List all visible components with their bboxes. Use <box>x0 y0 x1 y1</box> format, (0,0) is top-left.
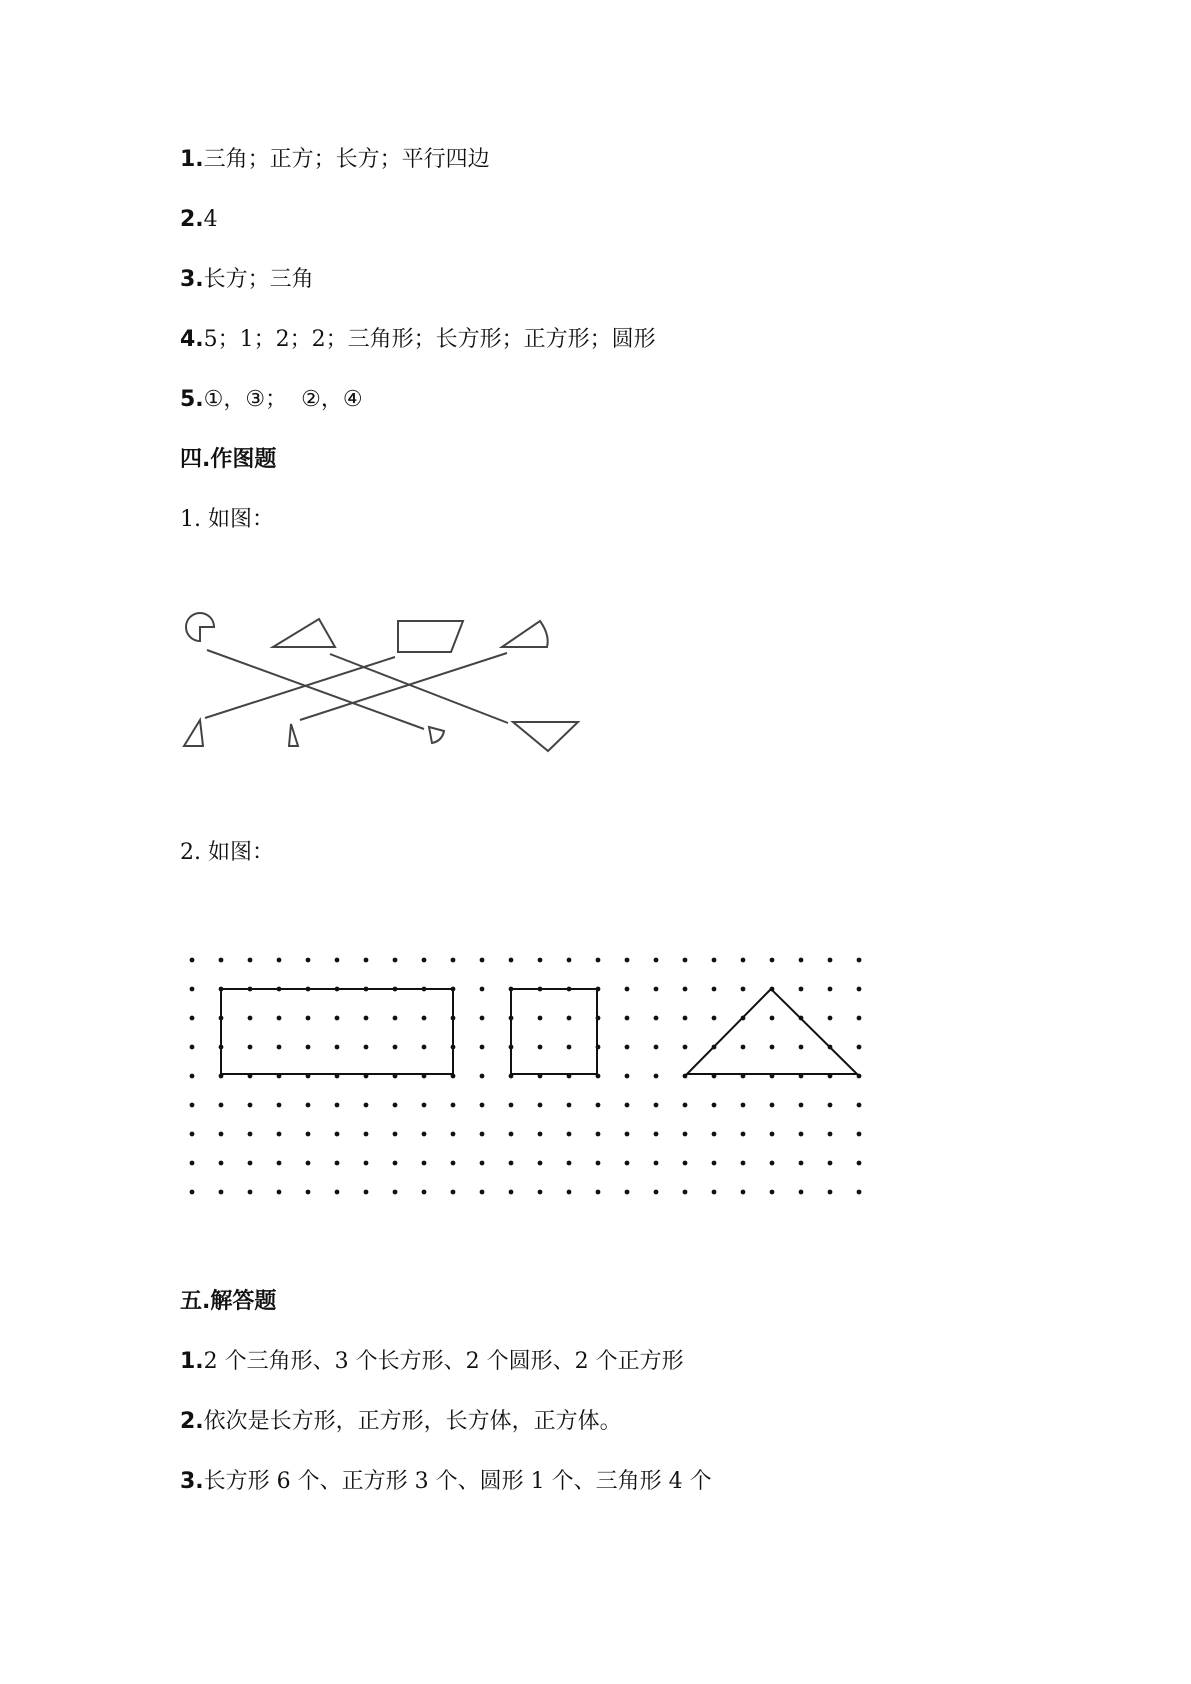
drawn-square <box>511 989 597 1074</box>
grid-dot <box>422 1132 427 1137</box>
grid-dot <box>712 1045 717 1050</box>
grid-dot <box>509 958 514 963</box>
grid-dot <box>741 1132 746 1137</box>
answer-text: 2 个三角形、3 个长方形、2 个圆形、2 个正方形 <box>203 1349 684 1374</box>
grid-dot <box>857 958 862 963</box>
grid-dot <box>335 1190 340 1195</box>
grid-dot <box>190 1045 195 1050</box>
answer-line-4 <box>180 325 656 355</box>
grid-dot <box>364 1103 369 1108</box>
grid-dot <box>596 958 601 963</box>
grid-dot <box>219 1132 224 1137</box>
grid-dot <box>306 1132 311 1137</box>
large-triangle <box>513 722 578 751</box>
answer-line-2 <box>180 205 218 235</box>
answer-text: 依次是长方形，正方形，长方体，正方体。 <box>203 1409 622 1434</box>
grid-dot <box>683 1045 688 1050</box>
grid-dot <box>625 1132 630 1137</box>
grid-dot <box>770 1161 775 1166</box>
grid-dot <box>393 1045 398 1050</box>
grid-dot <box>306 1103 311 1108</box>
grid-dot <box>509 987 514 992</box>
drawn-triangle <box>687 989 857 1074</box>
grid-dot <box>451 1190 456 1195</box>
grid-dot <box>364 1132 369 1137</box>
grid-dot <box>190 1132 195 1137</box>
drawing-question-1: 1. 如图： <box>180 507 274 532</box>
grid-dot <box>480 1132 485 1137</box>
grid-dot <box>770 1132 775 1137</box>
grid-dot <box>625 1016 630 1021</box>
section-heading-answers: 五.解答题 <box>180 1289 277 1314</box>
grid-dot <box>277 1190 282 1195</box>
grid-dot <box>683 958 688 963</box>
grid-dot <box>683 1016 688 1021</box>
grid-dot <box>857 1190 862 1195</box>
grid-dot <box>451 958 456 963</box>
grid-dot <box>480 1074 485 1079</box>
grid-dot <box>799 987 804 992</box>
grid-dot <box>712 1190 717 1195</box>
grid-dot <box>770 1074 775 1079</box>
grid-dot <box>277 1074 282 1079</box>
grid-dot <box>335 1161 340 1166</box>
grid-dot <box>567 1190 572 1195</box>
grid-dot <box>712 1103 717 1108</box>
grid-dot <box>567 1103 572 1108</box>
grid-dot <box>596 1045 601 1050</box>
answer-text: 长方形 6 个、正方形 3 个、圆形 1 个、三角形 4 个 <box>203 1469 712 1494</box>
grid-dot <box>654 1132 659 1137</box>
grid-dot <box>654 1103 659 1108</box>
grid-dot <box>219 1103 224 1108</box>
grid-dot <box>422 1103 427 1108</box>
grid-dot <box>683 1074 688 1079</box>
match-line <box>300 653 507 720</box>
answer-number: 1. <box>180 147 204 172</box>
grid-dot <box>770 1045 775 1050</box>
grid-dot <box>335 958 340 963</box>
grid-dot <box>741 1103 746 1108</box>
grid-dot <box>741 987 746 992</box>
small-quarter-shape <box>429 727 444 743</box>
grid-dot <box>451 1132 456 1137</box>
grid-dot <box>248 1132 253 1137</box>
grid-dot <box>277 1016 282 1021</box>
grid-dot <box>248 1190 253 1195</box>
grid-dot <box>770 987 775 992</box>
grid-dot <box>683 1103 688 1108</box>
match-line <box>330 654 508 723</box>
answer-text: ①，③； ②，④ <box>203 387 363 412</box>
grid-dot <box>857 1103 862 1108</box>
grid-dot <box>393 1074 398 1079</box>
grid-dot <box>480 1045 485 1050</box>
grid-dot <box>248 1074 253 1079</box>
grid-dot <box>277 1161 282 1166</box>
grid-dot <box>828 1103 833 1108</box>
grid-dot <box>857 1132 862 1137</box>
grid-dot <box>683 987 688 992</box>
grid-dot <box>654 1161 659 1166</box>
grid-dot <box>422 1045 427 1050</box>
grid-dot <box>422 987 427 992</box>
grid-dot <box>741 1045 746 1050</box>
grid-dot <box>712 1132 717 1137</box>
grid-dot <box>393 958 398 963</box>
answer-text: 4 <box>203 207 218 232</box>
grid-dot <box>335 1045 340 1050</box>
grid-dot <box>451 1016 456 1021</box>
grid-dot <box>306 1016 311 1021</box>
grid-dot <box>828 1045 833 1050</box>
grid-dot <box>480 1103 485 1108</box>
answer-text: 5；1；2；2；三角形；长方形；正方形；圆形 <box>203 327 656 352</box>
wedge-shape <box>502 621 548 647</box>
grid-dot <box>190 987 195 992</box>
grid-dot <box>509 1190 514 1195</box>
grid-dot <box>335 1132 340 1137</box>
grid-dot <box>509 1161 514 1166</box>
grid-dot <box>712 1016 717 1021</box>
grid-dot <box>219 1074 224 1079</box>
grid-dot <box>741 1161 746 1166</box>
grid-dot <box>538 1161 543 1166</box>
grid-dot <box>451 1103 456 1108</box>
grid-dot <box>480 1016 485 1021</box>
solution-line-3 <box>180 1467 712 1497</box>
section-heading-drawing: 四.作图题 <box>180 447 277 472</box>
grid-dot <box>480 958 485 963</box>
grid-dot <box>248 1016 253 1021</box>
grid-dot <box>741 958 746 963</box>
answer-number: 3. <box>180 267 204 292</box>
grid-dot <box>857 1016 862 1021</box>
grid-dot <box>654 1045 659 1050</box>
grid-dot <box>393 987 398 992</box>
grid-dot <box>219 1016 224 1021</box>
grid-dot <box>770 958 775 963</box>
grid-dot <box>538 987 543 992</box>
bottom-left-triangle <box>184 720 203 746</box>
grid-dot <box>799 1045 804 1050</box>
grid-dot <box>741 1074 746 1079</box>
grid-dot <box>625 1161 630 1166</box>
grid-dot <box>625 987 630 992</box>
grid-dot <box>857 1045 862 1050</box>
grid-dot <box>393 1161 398 1166</box>
grid-dot <box>799 1103 804 1108</box>
grid-dot <box>770 1190 775 1195</box>
grid-dot <box>364 1161 369 1166</box>
grid-dot <box>480 987 485 992</box>
grid-dot <box>828 987 833 992</box>
grid-dot <box>596 1190 601 1195</box>
answer-number: 3. <box>180 1469 204 1494</box>
grid-dot <box>335 1074 340 1079</box>
grid-dot <box>451 1161 456 1166</box>
grid-dot <box>799 1132 804 1137</box>
grid-dot <box>393 1132 398 1137</box>
grid-dot <box>654 1190 659 1195</box>
grid-dot <box>451 1074 456 1079</box>
grid-dot <box>654 1016 659 1021</box>
answer-number: 2. <box>180 207 204 232</box>
answer-number: 1. <box>180 1349 204 1374</box>
grid-dot <box>277 987 282 992</box>
grid-dot <box>364 987 369 992</box>
grid-dot <box>799 1190 804 1195</box>
grid-dot <box>306 1045 311 1050</box>
drawn-rectangle <box>221 989 453 1074</box>
grid-dot <box>509 1074 514 1079</box>
answer-number: 2. <box>180 1409 204 1434</box>
grid-dot <box>538 1103 543 1108</box>
grid-dot <box>509 1103 514 1108</box>
grid-dot <box>190 1016 195 1021</box>
grid-dot <box>567 1161 572 1166</box>
grid-dot <box>596 1103 601 1108</box>
trapezoid <box>398 621 463 652</box>
grid-dot <box>219 1161 224 1166</box>
grid-dot <box>828 1074 833 1079</box>
grid-dot <box>538 1132 543 1137</box>
grid-dot <box>219 987 224 992</box>
grid-dot <box>683 1161 688 1166</box>
answer-number: 4. <box>180 327 204 352</box>
grid-dot <box>422 1016 427 1021</box>
grid-dot <box>799 1074 804 1079</box>
grid-dot <box>451 1045 456 1050</box>
grid-dot <box>306 1074 311 1079</box>
grid-dot <box>799 1016 804 1021</box>
grid-dot <box>393 1190 398 1195</box>
grid-dot <box>509 1045 514 1050</box>
grid-dot <box>422 958 427 963</box>
grid-dot <box>625 1190 630 1195</box>
grid-dot <box>857 987 862 992</box>
grid-dot <box>712 987 717 992</box>
grid-dot <box>364 1045 369 1050</box>
grid-dot <box>596 1074 601 1079</box>
grid-dot <box>538 1045 543 1050</box>
grid-dot <box>567 1016 572 1021</box>
grid-dot <box>712 1074 717 1079</box>
answer-text: 三角；正方；长方；平行四边 <box>203 147 490 172</box>
grid-dot <box>248 987 253 992</box>
grid-dot <box>828 958 833 963</box>
grid-dot <box>190 1074 195 1079</box>
grid-dot <box>828 1161 833 1166</box>
grid-dot <box>335 987 340 992</box>
grid-dot <box>364 1016 369 1021</box>
grid-dot <box>248 958 253 963</box>
match-line <box>207 650 424 729</box>
grid-dot <box>538 958 543 963</box>
grid-dot <box>306 987 311 992</box>
grid-dot <box>364 1074 369 1079</box>
grid-dot <box>538 1190 543 1195</box>
grid-dot <box>596 1132 601 1137</box>
grid-dot <box>799 958 804 963</box>
grid-dot <box>306 1161 311 1166</box>
grid-dot <box>654 987 659 992</box>
grid-dot <box>248 1103 253 1108</box>
grid-dot <box>190 1161 195 1166</box>
grid-dot <box>393 1016 398 1021</box>
grid-dot <box>190 1103 195 1108</box>
grid-dot <box>509 1016 514 1021</box>
grid-dot <box>712 1161 717 1166</box>
grid-dot <box>712 958 717 963</box>
grid-dot <box>277 958 282 963</box>
grid-dot <box>335 1103 340 1108</box>
grid-dot <box>654 1074 659 1079</box>
grid-dot <box>248 1045 253 1050</box>
grid-dot <box>248 1161 253 1166</box>
grid-dot <box>567 987 572 992</box>
answer-number: 5. <box>180 387 204 412</box>
grid-dot <box>306 1190 311 1195</box>
thin-triangle <box>289 724 298 746</box>
top-triangle <box>273 619 335 647</box>
grid-dot <box>219 958 224 963</box>
grid-dot <box>828 1190 833 1195</box>
grid-dots <box>190 958 862 1195</box>
grid-dot <box>625 1074 630 1079</box>
answer-line-1 <box>180 145 490 175</box>
grid-dot <box>277 1103 282 1108</box>
solution-line-2 <box>180 1407 622 1437</box>
grid-dot <box>190 1190 195 1195</box>
grid-dot <box>596 1016 601 1021</box>
grid-dot <box>393 1103 398 1108</box>
answer-text: 长方；三角 <box>203 267 314 292</box>
solution-line-1 <box>180 1347 684 1377</box>
grid-dot <box>451 987 456 992</box>
grid-dot <box>364 1190 369 1195</box>
grid-dot <box>277 1045 282 1050</box>
grid-dot <box>306 958 311 963</box>
grid-dot <box>799 1161 804 1166</box>
grid-dot <box>480 1190 485 1195</box>
grid-dot <box>422 1161 427 1166</box>
match-line <box>205 657 395 718</box>
grid-dot <box>770 1016 775 1021</box>
grid-dot <box>480 1161 485 1166</box>
grid-dot <box>683 1190 688 1195</box>
grid-dot <box>567 1132 572 1137</box>
grid-dot <box>567 1045 572 1050</box>
pacman-shape <box>186 613 214 641</box>
grid-dot <box>741 1190 746 1195</box>
grid-dot <box>596 1161 601 1166</box>
drawing-question-2: 2. 如图： <box>180 840 274 865</box>
grid-dot <box>828 1016 833 1021</box>
grid-dot <box>567 958 572 963</box>
grid-dot <box>625 958 630 963</box>
grid-dot <box>625 1103 630 1108</box>
grid-dot <box>741 1016 746 1021</box>
grid-dot <box>335 1016 340 1021</box>
grid-dot <box>538 1016 543 1021</box>
grid-dot <box>422 1190 427 1195</box>
grid-dot <box>364 958 369 963</box>
grid-dot <box>219 1190 224 1195</box>
grid-dot <box>828 1132 833 1137</box>
grid-dot <box>770 1103 775 1108</box>
grid-dot <box>654 958 659 963</box>
grid-dot <box>857 1161 862 1166</box>
answer-line-3 <box>180 265 314 295</box>
grid-dot <box>683 1132 688 1137</box>
grid-dot <box>567 1074 572 1079</box>
grid-dot <box>509 1132 514 1137</box>
grid-dot <box>190 958 195 963</box>
grid-dot <box>625 1045 630 1050</box>
grid-dot <box>219 1045 224 1050</box>
grid-dot <box>422 1074 427 1079</box>
grid-dot <box>538 1074 543 1079</box>
grid-dot <box>277 1132 282 1137</box>
grid-dot <box>857 1074 862 1079</box>
grid-dot <box>596 987 601 992</box>
answer-line-5 <box>180 385 363 415</box>
